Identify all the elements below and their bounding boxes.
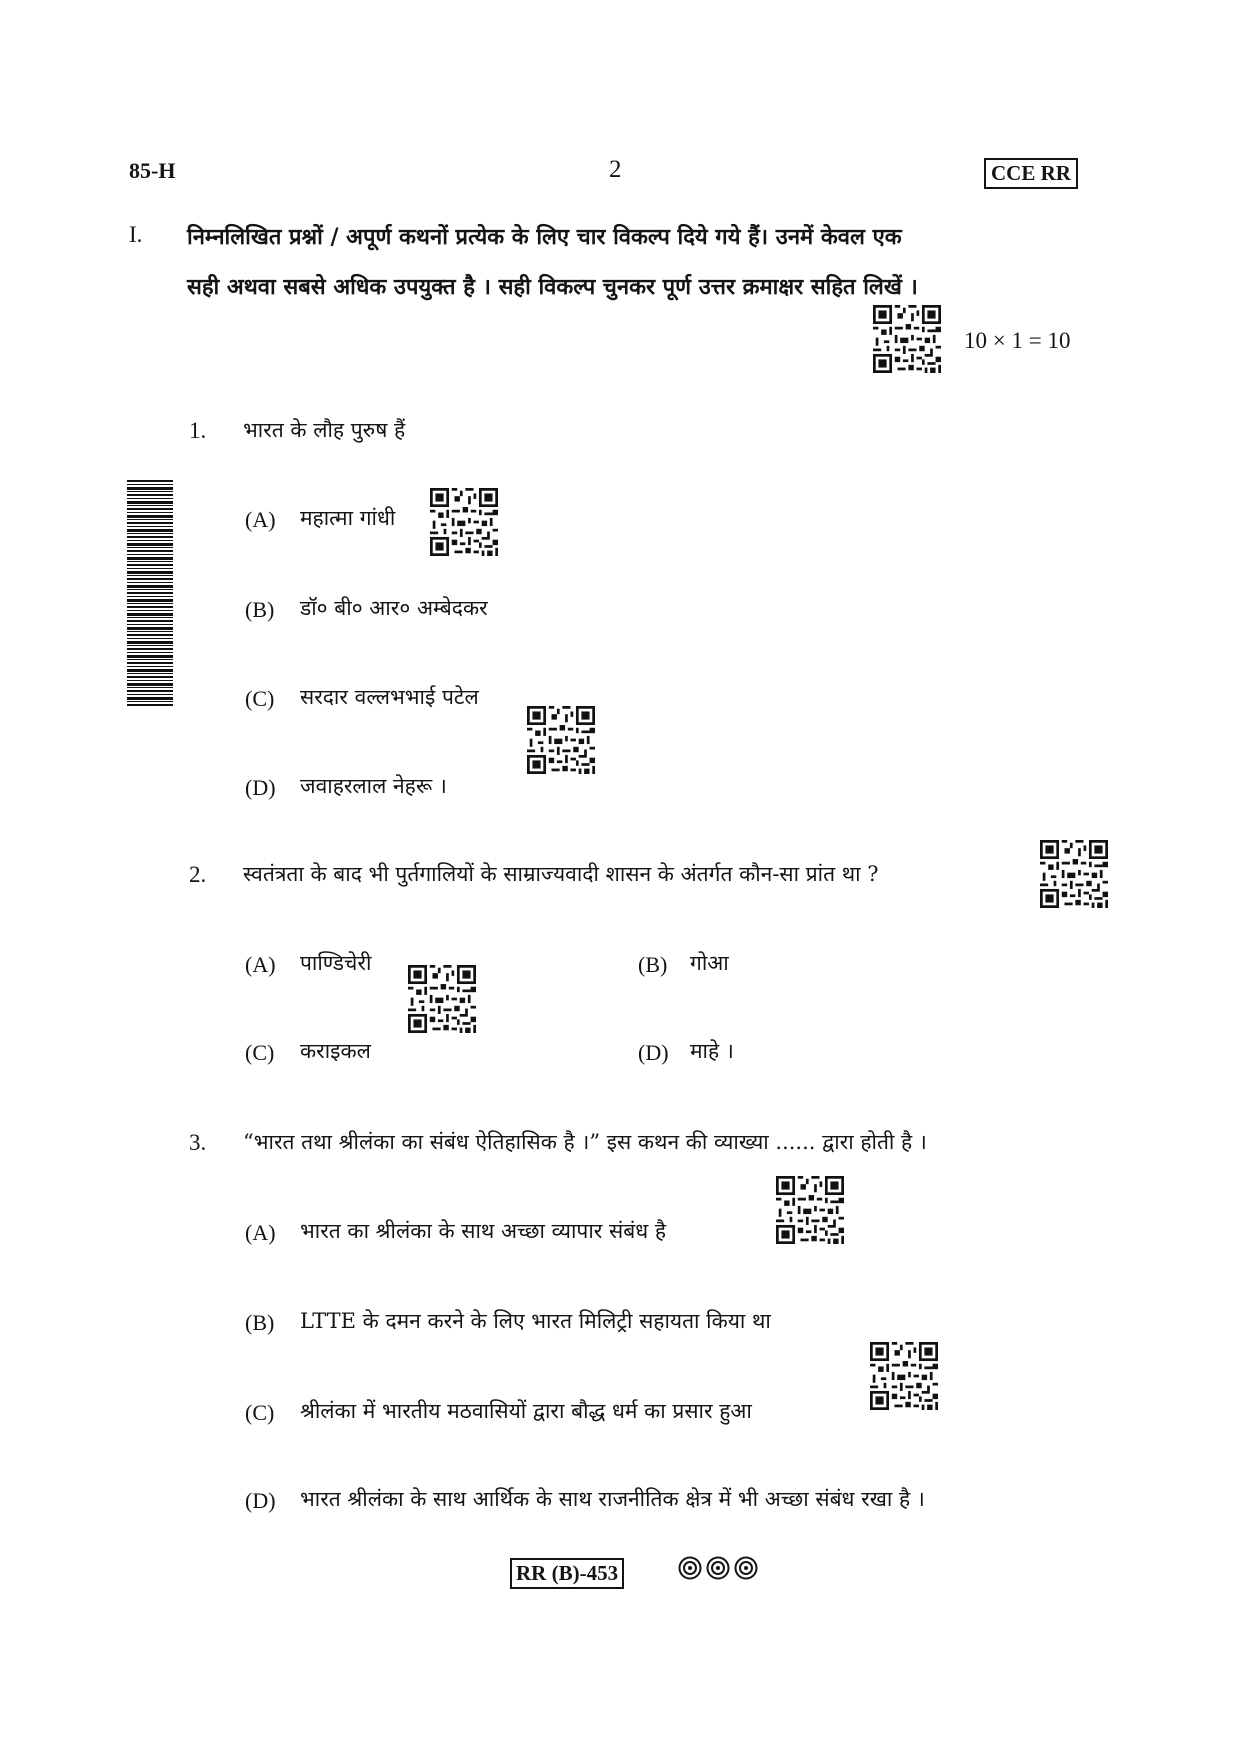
qr-code <box>527 706 595 774</box>
seal-icon <box>734 1556 758 1580</box>
qr-code <box>430 488 498 556</box>
option-text: कराइकल <box>300 1039 371 1063</box>
qr-code <box>1040 840 1108 908</box>
option-text: जवाहरलाल नेहरू । <box>300 774 447 798</box>
option-text: भारत का श्रीलंका के साथ अच्छा व्यापार संबंध है <box>300 1219 666 1243</box>
seal-icon <box>706 1556 730 1580</box>
barcode <box>127 480 173 706</box>
page-number: 2 <box>609 156 622 183</box>
question-text: स्वतंत्रता के बाद भी पुर्तगालियों के साम्राज्यवादी शासन के अंतर्गत कौन-सा प्रांत था ? <box>243 862 879 886</box>
option-label: (C) <box>245 1400 275 1425</box>
question-number: 2. <box>189 862 207 887</box>
option-text: LTTE के दमन करने के लिए भारत मिलिट्री सहायता किया था <box>300 1309 771 1333</box>
marks-allocation: 10 × 1 = 10 <box>964 328 1071 353</box>
footer-code-box: RR (B)-453 <box>510 1558 624 1589</box>
question-number: 1. <box>189 418 207 443</box>
option-text: माहे । <box>690 1039 734 1063</box>
option-label: (C) <box>245 1040 275 1065</box>
question-number: 3. <box>189 1130 207 1155</box>
option-text: श्रीलंका में भारतीय मठवासियों द्वारा बौद्ध धर्म का प्रसार हुआ <box>300 1399 752 1423</box>
question-text: भारत के लौह पुरुष हैं <box>243 418 406 442</box>
option-label: (B) <box>245 597 275 622</box>
option-text: पाण्डिचेरी <box>300 951 372 975</box>
instruction-line-2: सही अथवा सबसे अधिक उपयुक्त है । सही विकल्प चुनकर पूर्ण उत्तर क्रमाक्षर सहित लिखें । <box>187 274 918 300</box>
option-text: भारत श्रीलंका के साथ आर्थिक के साथ राजनीतिक क्षेत्र में भी अच्छा संबंध रखा है । <box>300 1487 925 1511</box>
option-label: (A) <box>245 952 276 977</box>
option-label: (A) <box>245 507 276 532</box>
qr-code <box>870 1342 938 1410</box>
option-label: (C) <box>245 686 275 711</box>
qr-code <box>873 305 941 373</box>
qr-code <box>408 965 476 1033</box>
option-text: गोआ <box>690 951 729 975</box>
seal-icon <box>678 1556 702 1580</box>
question-text: “भारत तथा श्रीलंका का संबंध ऐतिहासिक है ।” इस कथन की व्याख्या ...... द्वारा होती है । <box>243 1130 927 1154</box>
exam-code-box: CCE RR <box>984 158 1078 189</box>
option-label: (D) <box>245 1488 276 1513</box>
paper-code: 85-H <box>129 158 176 183</box>
option-text: महात्मा गांधी <box>300 506 396 530</box>
qr-code <box>776 1176 844 1244</box>
option-text: सरदार वल्लभभाई पटेल <box>300 685 479 709</box>
option-label: (D) <box>638 1040 669 1065</box>
option-label: (B) <box>638 952 668 977</box>
instruction-line-1: निम्नलिखित प्रश्नों / अपूर्ण कथनों प्रत्येक के लिए चार विकल्प दिये गये हैं। उनमें केवल एक <box>187 224 902 250</box>
option-text: डॉ० बी० आर० अम्बेदकर <box>300 596 488 620</box>
option-label: (A) <box>245 1220 276 1245</box>
option-label: (B) <box>245 1310 275 1335</box>
section-number: I. <box>129 222 143 247</box>
option-label: (D) <box>245 775 276 800</box>
